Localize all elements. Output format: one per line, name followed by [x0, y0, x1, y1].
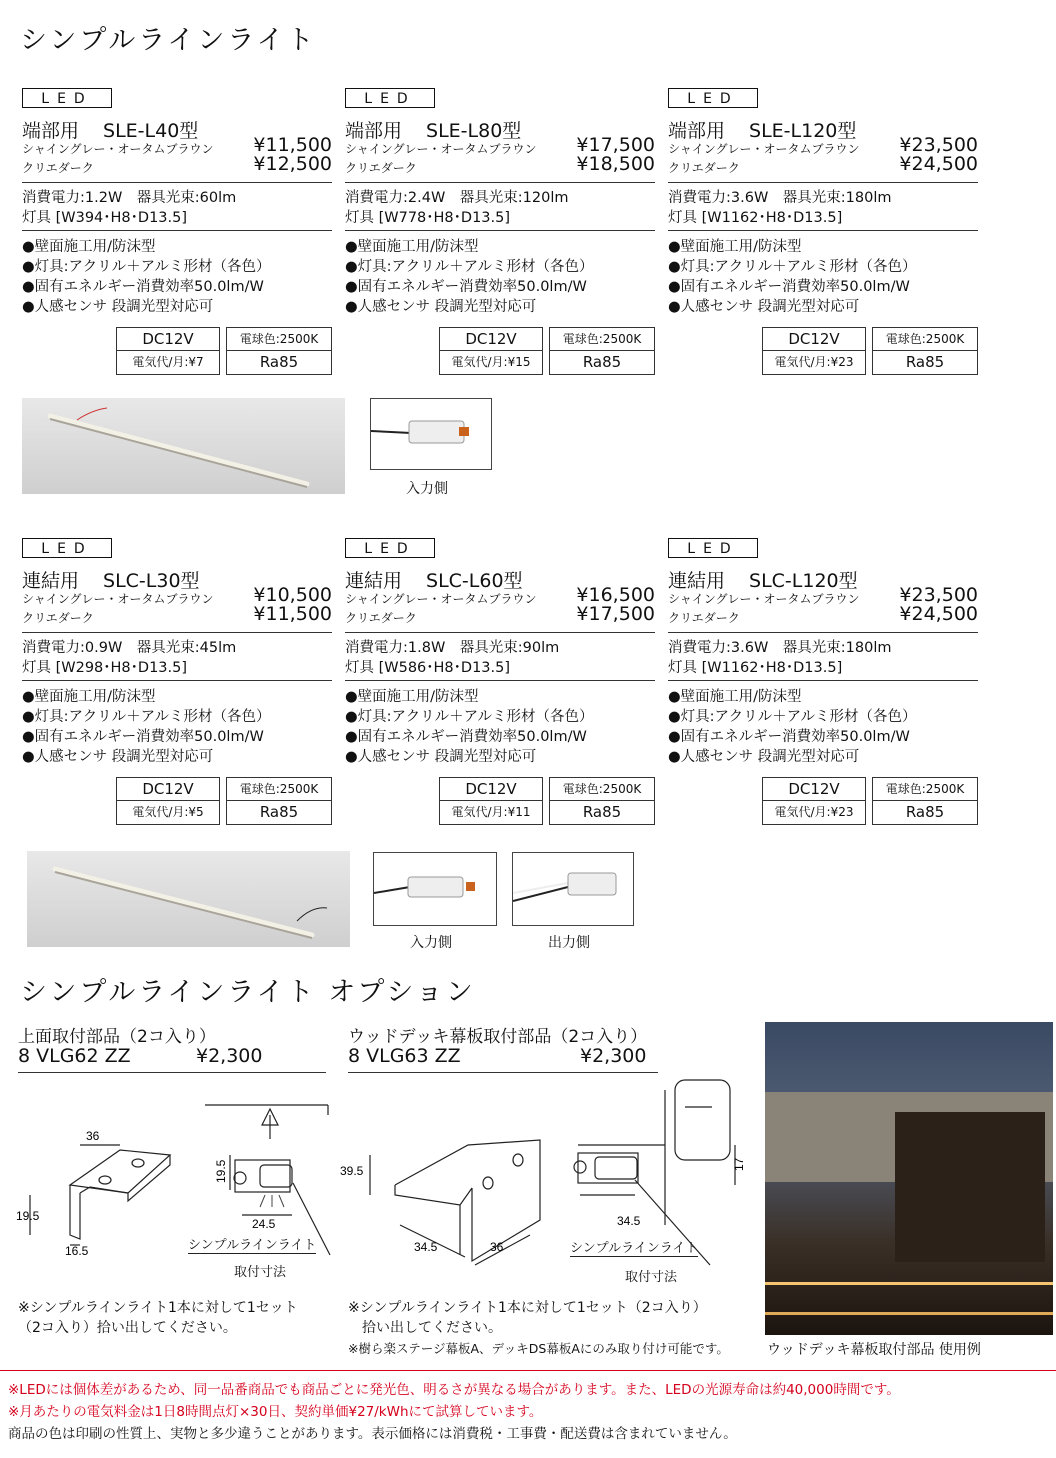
- price-row-color-2: [345, 603, 655, 626]
- dim-24-5: 24.5: [252, 1217, 276, 1231]
- light-color-cell: 電球色:2500K: [549, 327, 655, 351]
- size-spec: 灯具 [W394･H8･D13.5]: [22, 210, 188, 226]
- power-spec: 消費電力:3.6W 器具光束:180lm: [668, 190, 892, 206]
- product-card: [668, 538, 978, 828]
- bullet-item: ●人感センサ 段調光型対応可: [668, 299, 860, 315]
- divider: [22, 632, 332, 633]
- product-card: [22, 538, 332, 828]
- price-row-color-2: [22, 603, 332, 626]
- electric-cost-cell: 電気代/月:¥7: [116, 350, 220, 375]
- price-value: ¥18,500: [576, 153, 655, 175]
- led-tag: LED: [668, 538, 758, 558]
- dim-36: 36: [490, 1240, 504, 1254]
- dim-39-5: 39.5: [340, 1164, 364, 1178]
- usage-example-photo: [765, 1022, 1053, 1335]
- product-kind: 連結用: [22, 570, 80, 592]
- output-side-caption: 出力側: [548, 935, 590, 951]
- input-side-caption: 入力側: [406, 481, 448, 497]
- option-1-code: 8 VLG62 ZZ: [18, 1045, 131, 1067]
- dim-19-5-left: 19.5: [16, 1209, 40, 1223]
- divider: [668, 680, 978, 681]
- price-value: ¥10,500: [253, 584, 332, 606]
- divider: [22, 230, 332, 231]
- price-value: ¥24,500: [899, 603, 978, 625]
- price-row-color-2: [345, 153, 655, 176]
- input-connector-photo: [370, 398, 492, 470]
- color-name: シャイングレー・オータムブラウン: [668, 142, 860, 156]
- spec-table: [439, 777, 655, 825]
- bracket-2-light-label: シンプルラインライト: [570, 1237, 698, 1257]
- footer-note-red-1: ※LEDには個体差があるため、同一品番商品でも商品ごとに発光色、明るさが異なる場合があります。また、LEDの光源寿命は約40,000時間です。: [8, 1382, 900, 1398]
- product-photo-slc: [27, 851, 350, 947]
- divider: [345, 632, 655, 633]
- model-line: [668, 116, 856, 143]
- bullet-item: ●人感センサ 段調光型対応可: [22, 299, 214, 315]
- divider: [345, 230, 655, 231]
- electric-cost-cell: 電気代/月:¥11: [439, 800, 543, 825]
- size-spec: 灯具 [W586･H8･D13.5]: [345, 660, 511, 676]
- bullet-item: ●灯具:アクリル＋アルミ形材（各色）: [22, 709, 271, 725]
- product-kind: 端部用: [668, 120, 726, 142]
- divider: [22, 182, 332, 183]
- price-value: ¥17,500: [576, 603, 655, 625]
- bracket-2-mount-label: 取付寸法: [625, 1270, 678, 1285]
- bullet-item: ●壁面施工用/防沫型: [345, 689, 479, 705]
- led-tag: LED: [345, 88, 435, 108]
- bracket-1-light-label: シンプルラインライト: [188, 1234, 316, 1254]
- ra-cell: Ra85: [549, 350, 655, 375]
- model-line: [22, 566, 200, 593]
- led-tag: LED: [345, 538, 435, 558]
- note-2c: ※樹ら楽ステージ幕板A、デッキDS幕板Aにのみ取り付け可能です。: [348, 1341, 729, 1356]
- bullet-item: ●灯具:アクリル＋アルミ形材（各色）: [668, 259, 917, 275]
- option-2-price: ¥2,300: [580, 1045, 647, 1067]
- ra-cell: Ra85: [226, 800, 332, 825]
- price-row-color-2: [668, 603, 978, 626]
- output-connector-photo: [512, 852, 634, 926]
- price-value: ¥23,500: [899, 584, 978, 606]
- model-line: [345, 566, 523, 593]
- bullet-item: ●灯具:アクリル＋アルミ形材（各色）: [345, 259, 594, 275]
- spec-table: [762, 327, 978, 375]
- voltage-cell: DC12V: [116, 327, 220, 351]
- electric-cost-cell: 電気代/月:¥15: [439, 350, 543, 375]
- bullet-item: ●壁面施工用/防沫型: [668, 689, 802, 705]
- option-1-price: ¥2,300: [196, 1045, 263, 1067]
- bullet-item: ●壁面施工用/防沫型: [22, 689, 156, 705]
- model-line: [668, 566, 858, 593]
- input-connector-photo: [373, 852, 497, 926]
- power-spec: 消費電力:3.6W 器具光束:180lm: [668, 640, 892, 656]
- bullet-item: ●壁面施工用/防沫型: [345, 239, 479, 255]
- footer-note-3: 商品の色は印刷の性質上、実物と多少違うことがあります。表示価格には消費税・工事費・配送費は含まれていません。: [8, 1426, 737, 1442]
- power-spec: 消費電力:0.9W 器具光束:45lm: [22, 640, 237, 656]
- option-2-code: 8 VLG63 ZZ: [348, 1045, 461, 1067]
- bracket-1-mount-label: 取付寸法: [234, 1265, 287, 1280]
- electric-cost-cell: 電気代/月:¥23: [762, 800, 866, 825]
- color-name: シャイングレー・オータムブラウン: [22, 142, 214, 156]
- size-spec: 灯具 [W778･H8･D13.5]: [345, 210, 511, 226]
- product-card: [345, 88, 655, 378]
- product-card: [22, 88, 332, 378]
- bullet-item: ●壁面施工用/防沫型: [22, 239, 156, 255]
- product-kind: 端部用: [22, 120, 80, 142]
- divider: [668, 632, 978, 633]
- dim-34-5-right: 34.5: [617, 1214, 641, 1228]
- dim-17: 17: [732, 1157, 746, 1171]
- light-bar-image: [22, 398, 345, 494]
- ra-cell: Ra85: [549, 800, 655, 825]
- bullet-item: ●固有エネルギー消費効率50.0lm/W: [668, 279, 910, 295]
- bullet-item: ●固有エネルギー消費効率50.0lm/W: [345, 279, 587, 295]
- bracket-1-drawing: [10, 1095, 340, 1290]
- divider: [345, 680, 655, 681]
- color-name: シャイングレー・オータムブラウン: [22, 592, 214, 606]
- price-value: ¥23,500: [899, 134, 978, 156]
- price-row-color-2: [668, 153, 978, 176]
- model-number: SLE-L40型: [103, 120, 199, 142]
- option-1-name: 上面取付部品（2コ入り）: [18, 1027, 216, 1047]
- bullet-item: ●人感センサ 段調光型対応可: [345, 299, 537, 315]
- price-value: ¥12,500: [253, 153, 332, 175]
- ra-cell: Ra85: [872, 800, 978, 825]
- color-name: シャイングレー・オータムブラウン: [345, 592, 537, 606]
- led-tag: LED: [22, 538, 112, 558]
- color-name: クリエダーク: [22, 611, 94, 625]
- dim-34-5-left: 34.5: [414, 1240, 438, 1254]
- dim-19-5-right: 19.5: [214, 1159, 228, 1183]
- light-color-cell: 電球色:2500K: [872, 327, 978, 351]
- divider: [668, 230, 978, 231]
- bullet-item: ●人感センサ 段調光型対応可: [668, 749, 860, 765]
- model-line: [22, 116, 198, 143]
- usage-photo-caption: ウッドデッキ幕板取付部品 使用例: [767, 1342, 981, 1358]
- model-number: SLE-L120型: [749, 120, 857, 142]
- bullet-item: ●壁面施工用/防沫型: [668, 239, 802, 255]
- power-spec: 消費電力:1.2W 器具光束:60lm: [22, 190, 237, 206]
- price-row-color-2: [22, 153, 332, 176]
- color-name: クリエダーク: [22, 161, 94, 175]
- model-number: SLC-L60型: [426, 570, 523, 592]
- dim-16-5: 16.5: [65, 1244, 89, 1258]
- price-value: ¥11,500: [253, 603, 332, 625]
- color-name: クリエダーク: [345, 611, 417, 625]
- light-color-cell: 電球色:2500K: [872, 777, 978, 801]
- dim-36: 36: [86, 1129, 100, 1143]
- price-value: ¥24,500: [899, 153, 978, 175]
- price-value: ¥17,500: [576, 134, 655, 156]
- color-name: クリエダーク: [668, 161, 740, 175]
- ra-cell: Ra85: [226, 350, 332, 375]
- product-kind: 端部用: [345, 120, 403, 142]
- voltage-cell: DC12V: [439, 777, 543, 801]
- note-1a: ※シンプルラインライト1本に対して1セット: [18, 1300, 298, 1316]
- option-2-name: ウッドデッキ幕板取付部品（2コ入り）: [348, 1027, 648, 1047]
- bullet-item: ●固有エネルギー消費効率50.0lm/W: [668, 729, 910, 745]
- bullet-item: ●固有エネルギー消費効率50.0lm/W: [22, 279, 264, 295]
- light-bar-image: [27, 851, 350, 947]
- light-color-cell: 電球色:2500K: [226, 777, 332, 801]
- option-2-rule: [348, 1072, 658, 1073]
- spec-table: [439, 327, 655, 375]
- product-card: [668, 88, 978, 378]
- color-name: シャイングレー・オータムブラウン: [345, 142, 537, 156]
- product-kind: 連結用: [345, 570, 403, 592]
- page-title: シンプルラインライト: [20, 25, 317, 56]
- color-name: シャイングレー・オータムブラウン: [668, 592, 860, 606]
- price-value: ¥11,500: [253, 134, 332, 156]
- model-number: SLC-L30型: [103, 570, 200, 592]
- voltage-cell: DC12V: [762, 777, 866, 801]
- bullet-item: ●灯具:アクリル＋アルミ形材（各色）: [668, 709, 917, 725]
- product-photo-sle: [22, 398, 345, 494]
- electric-cost-cell: 電気代/月:¥5: [116, 800, 220, 825]
- power-spec: 消費電力:2.4W 器具光束:120lm: [345, 190, 569, 206]
- led-tag: LED: [22, 88, 112, 108]
- model-number: SLC-L120型: [749, 570, 858, 592]
- bullet-item: ●人感センサ 段調光型対応可: [345, 749, 537, 765]
- model-line: [345, 116, 521, 143]
- bullet-item: ●人感センサ 段調光型対応可: [22, 749, 214, 765]
- ra-cell: Ra85: [872, 350, 978, 375]
- spec-table: [116, 777, 332, 825]
- spec-table: [116, 327, 332, 375]
- size-spec: 灯具 [W1162･H8･D13.5]: [668, 660, 843, 676]
- bullet-item: ●固有エネルギー消費効率50.0lm/W: [22, 729, 264, 745]
- power-spec: 消費電力:1.8W 器具光束:90lm: [345, 640, 560, 656]
- note-2b: 拾い出してください。: [362, 1320, 502, 1336]
- divider: [668, 182, 978, 183]
- voltage-cell: DC12V: [762, 327, 866, 351]
- price-value: ¥16,500: [576, 584, 655, 606]
- color-name: クリエダーク: [345, 161, 417, 175]
- led-tag: LED: [668, 88, 758, 108]
- note-1b: （2コ入り）拾い出してください。: [18, 1320, 237, 1336]
- size-spec: 灯具 [W298･H8･D13.5]: [22, 660, 188, 676]
- footer-rule: [0, 1370, 1056, 1371]
- model-number: SLE-L80型: [426, 120, 522, 142]
- note-2a: ※シンプルラインライト1本に対して1セット（2コ入り）: [348, 1300, 707, 1316]
- bullet-item: ●固有エネルギー消費効率50.0lm/W: [345, 729, 587, 745]
- bullet-item: ●灯具:アクリル＋アルミ形材（各色）: [22, 259, 271, 275]
- electric-cost-cell: 電気代/月:¥23: [762, 350, 866, 375]
- product-kind: 連結用: [668, 570, 726, 592]
- color-name: クリエダーク: [668, 611, 740, 625]
- option-1-rule: [18, 1072, 326, 1073]
- light-color-cell: 電球色:2500K: [549, 777, 655, 801]
- voltage-cell: DC12V: [439, 327, 543, 351]
- voltage-cell: DC12V: [116, 777, 220, 801]
- size-spec: 灯具 [W1162･H8･D13.5]: [668, 210, 843, 226]
- option-section-title: シンプルラインライト オプション: [20, 977, 476, 1008]
- bullet-item: ●灯具:アクリル＋アルミ形材（各色）: [345, 709, 594, 725]
- light-color-cell: 電球色:2500K: [226, 327, 332, 351]
- divider: [345, 182, 655, 183]
- spec-table: [762, 777, 978, 825]
- footer-note-red-2: ※月あたりの電気料金は1日8時間点灯×30日、契約単価¥27/kWhにて試算しています。: [8, 1404, 543, 1420]
- divider: [22, 680, 332, 681]
- input-side-caption: 入力側: [410, 935, 452, 951]
- product-card: [345, 538, 655, 828]
